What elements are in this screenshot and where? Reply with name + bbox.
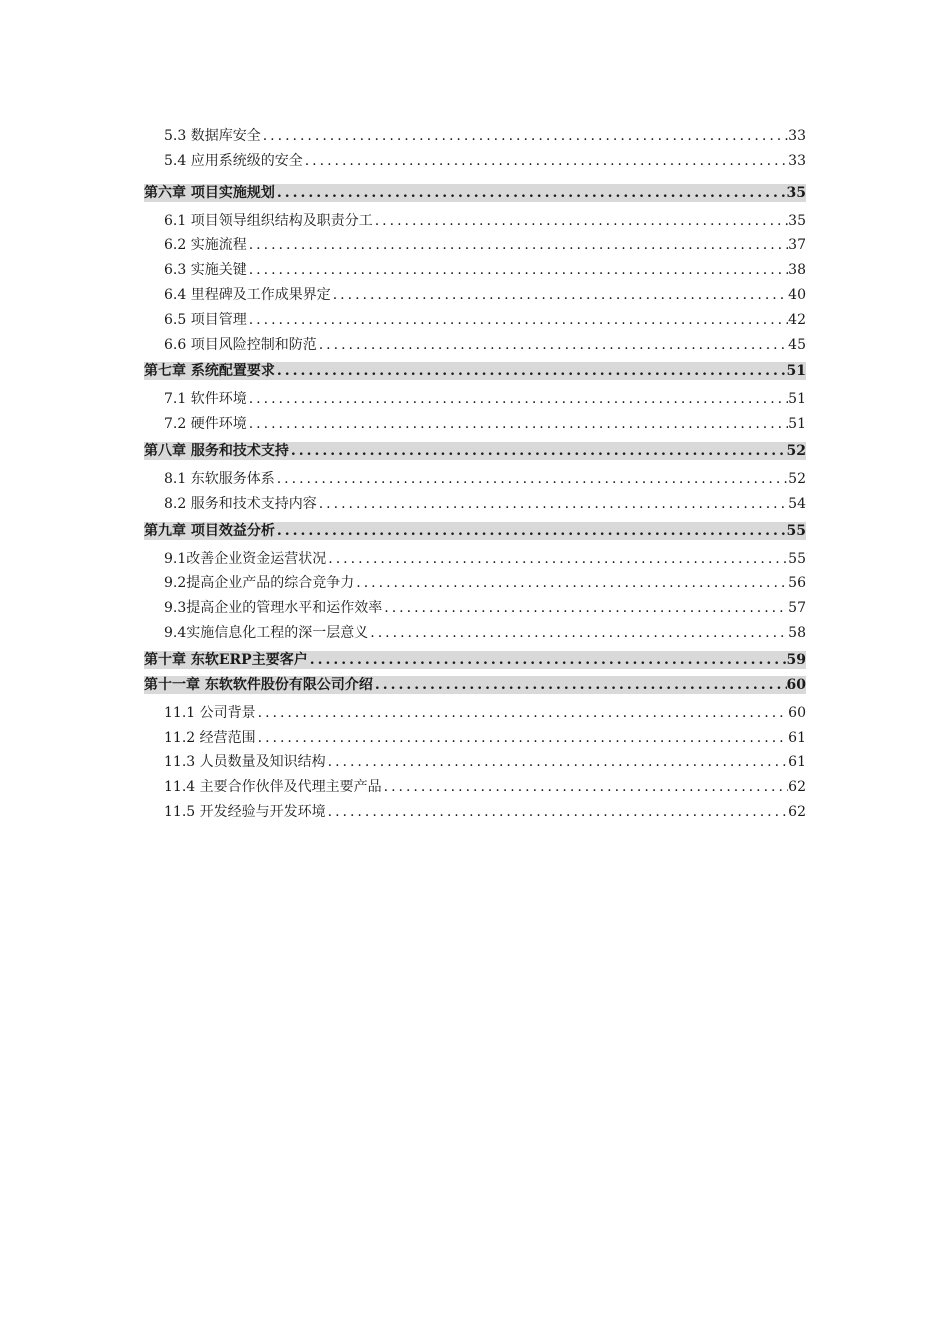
dot-leader [247,258,788,283]
toc-chapter-label: 第十章 东软ERP主要客户 [144,651,308,668]
toc-entry-label: 6.3 实施关键 [164,262,247,279]
toc-entry-label: 11.3 人员数量及知识结构 [164,754,326,771]
toc-page-number: 51 [788,391,806,408]
dot-leader [261,124,788,149]
toc-entry-label: 5.3 数据库安全 [164,128,261,144]
toc-entry[interactable] [144,233,806,258]
table-of-contents [144,124,806,825]
dot-leader [326,800,789,825]
toc-entry[interactable] [144,492,806,517]
dot-leader [256,726,789,751]
toc-page-number: 62 [788,779,806,796]
toc-page-number: 56 [788,575,806,592]
toc-page-number: 33 [788,128,806,144]
toc-page-number: 51 [788,416,806,433]
toc-page-number: 52 [786,442,806,459]
toc-entry-label: 6.4 里程碑及工作成果界定 [164,286,331,303]
dot-leader [275,522,787,540]
toc-chapter-label: 第八章 服务和技术支持 [144,442,289,459]
toc-entry-label: 5.4 应用系统级的安全 [164,152,303,169]
toc-entry[interactable] [144,547,806,572]
toc-entry-label: 9.3提高企业的管理水平和运作效率 [164,600,383,617]
toc-page-number: 61 [788,754,806,771]
toc-page-number: 35 [788,212,806,229]
toc-entry-label: 6.2 实施流程 [164,237,247,254]
toc-chapter-label: 第七章 系统配置要求 [144,363,275,380]
dot-leader [317,333,788,358]
toc-page-number: 57 [788,600,806,617]
toc-page-number: 60 [786,676,806,693]
toc-entry[interactable] [144,258,806,283]
dot-leader [308,651,787,669]
toc-page-number: 33 [788,152,806,169]
toc-page-number: 54 [788,495,806,512]
dot-leader [275,467,788,492]
toc-entry[interactable] [144,283,806,308]
toc-entry[interactable] [144,800,806,825]
toc-entry[interactable] [144,571,806,596]
dot-leader [289,442,787,460]
dot-leader [247,233,788,258]
toc-entry-label: 9.1改善企业资金运营状况 [164,550,327,567]
toc-page-number: 45 [788,336,806,353]
toc-entry-label: 6.5 项目管理 [164,311,247,328]
toc-entry-label: 9.2提高企业产品的综合竞争力 [164,575,355,592]
toc-chapter-label: 第九章 项目效益分析 [144,522,275,539]
toc-entry[interactable] [144,467,806,492]
toc-entry[interactable] [144,701,806,726]
toc-chapter[interactable] [144,522,806,540]
toc-entry-label: 7.1 软件环境 [164,391,247,408]
toc-entry-label: 8.1 东软服务体系 [164,470,275,487]
dot-leader [256,701,789,726]
toc-page-number: 58 [788,624,806,641]
toc-entry-label: 9.4实施信息化工程的深一层意义 [164,624,369,641]
toc-entry[interactable] [144,596,806,621]
toc-entry[interactable] [144,209,806,234]
toc-page-number: 60 [788,704,806,721]
toc-entry-label: 6.6 项目风险控制和防范 [164,336,317,353]
toc-page-number: 62 [788,803,806,820]
dot-leader [368,621,788,646]
toc-page-number: 35 [786,184,806,201]
toc-chapter[interactable] [144,184,806,202]
toc-chapter[interactable] [144,651,806,669]
toc-entry[interactable] [144,621,806,646]
dot-leader [275,362,787,380]
toc-chapter-label: 第六章 项目实施规划 [144,184,275,201]
dot-leader [331,283,788,308]
dot-leader [326,750,789,775]
toc-entry[interactable] [144,149,806,174]
toc-page-number: 61 [788,729,806,746]
toc-page-number: 59 [786,651,806,668]
toc-chapter[interactable] [144,676,806,694]
dot-leader [354,571,788,596]
dot-leader [326,547,788,572]
dot-leader [317,492,788,517]
toc-entry-label: 7.2 硬件环境 [164,416,247,433]
toc-page-number: 55 [788,550,806,567]
toc-entry[interactable] [144,124,806,149]
toc-entry-label: 6.1 项目领导组织结构及职责分工 [164,212,373,229]
toc-entry[interactable] [144,387,806,412]
toc-entry[interactable] [144,412,806,437]
toc-entry-label: 8.2 服务和技术支持内容 [164,495,317,512]
toc-entry-label: 11.4 主要合作伙伴及代理主要产品 [164,779,382,796]
toc-page-number: 42 [788,311,806,328]
toc-chapter-label: 第十一章 东软软件股份有限公司介绍 [144,676,373,693]
toc-entry[interactable] [144,333,806,358]
dot-leader [303,149,788,174]
dot-leader [275,184,787,202]
toc-page-number: 40 [788,286,806,303]
dot-leader [382,775,789,800]
dot-leader [247,387,788,412]
toc-page-number: 37 [788,237,806,254]
toc-page-number: 51 [786,363,806,380]
toc-entry[interactable] [144,750,806,775]
dot-leader [373,676,787,694]
toc-entry[interactable] [144,308,806,333]
toc-entry-label: 11.2 经营范围 [164,729,256,746]
toc-page-number: 38 [788,262,806,279]
toc-chapter[interactable] [144,362,806,380]
dot-leader [373,209,788,234]
toc-page-number: 52 [788,470,806,487]
dot-leader [247,412,788,437]
toc-page-number: 55 [786,522,806,539]
toc-entry-label: 11.5 开发经验与开发环境 [164,803,326,820]
toc-entry[interactable] [144,775,806,800]
dot-leader [382,596,788,621]
toc-chapter[interactable] [144,442,806,460]
toc-entry[interactable] [144,726,806,751]
dot-leader [247,308,788,333]
toc-entry-label: 11.1 公司背景 [164,704,256,721]
